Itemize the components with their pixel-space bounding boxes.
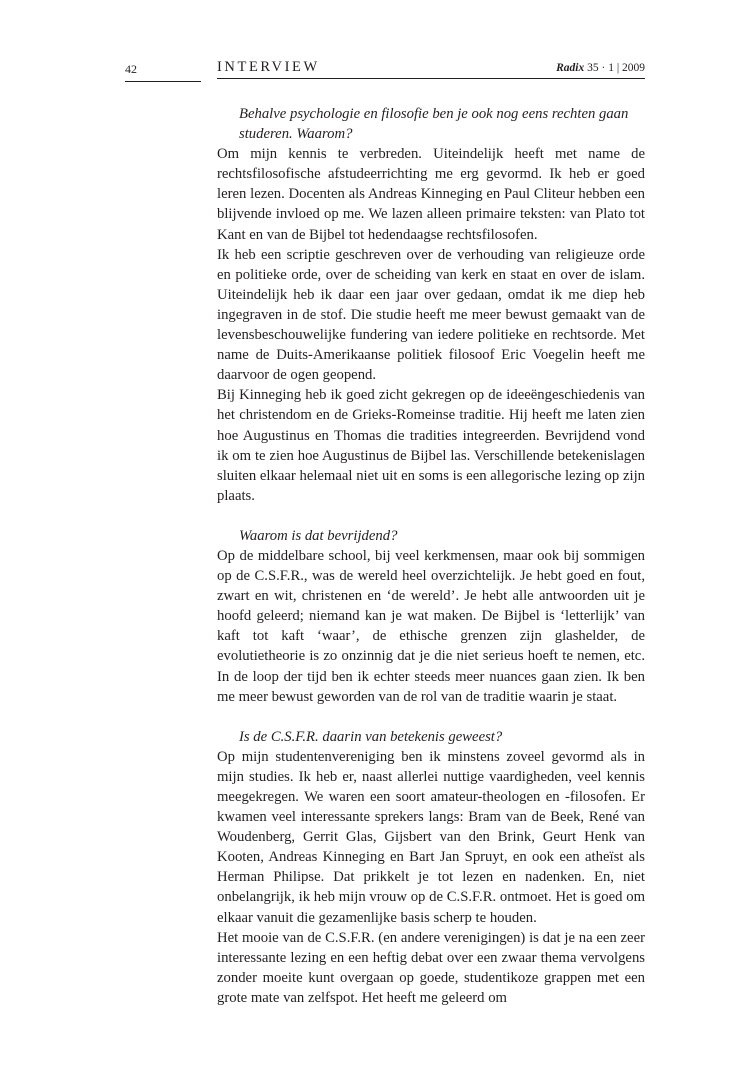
paragraph-spacer <box>217 707 645 727</box>
journal-citation <box>556 62 645 74</box>
article-body <box>217 104 645 1008</box>
answer-paragraph: Het mooie van de C.S.F.R. (en andere verenigingen) is dat je na een zeer interessante lezing en een heftig debat over een zwaar thema vervolgens zonder moeite kunt overgaan op goede, studentikoze grappen met een grote mate van zelfspot. Het heeft me geleerd om <box>217 929 645 1006</box>
section-title: INTERVIEW <box>217 59 320 75</box>
interview-question: Behalve psychologie en filosofie ben je ook nog eens rechten gaan studeren. Waarom? <box>239 106 629 143</box>
journal-issue: 35 · 1 | 2009 <box>587 62 645 74</box>
page-number: 42 <box>125 62 201 82</box>
journal-name: Radix <box>556 62 585 74</box>
answer-paragraph: Op de middelbare school, bij veel kerkmensen, maar ook bij sommigen op de C.S.F.R., was de wereld heel overzichtelijk. Je hebt goed en fout, zwart en wit, christenen en ‘de wereld’. Je hebt alle antwoorden uit je hoofd geleerd; niemand kan je wat maken. De Bijbel is ‘letterlijk’ van kaft tot kaft ‘waar’, de ethische grenzen zijn glashelder, de evolutietheorie is zo onzinnig dat je die niet serieus hoeft te nemen, etc. In de loop der tijd ben ik echter steeds meer nuances gaan zien. Ik ben me meer bewust geworden van de rol van de traditie waarin je staat. <box>217 547 645 705</box>
running-header <box>217 58 645 79</box>
answer-paragraph: Op mijn studentenvereniging ben ik minstens zoveel gevormd als in mijn studies. Ik heb er, naast allerlei nuttige vaardigheden, veel kennis meegekregen. We waren een soort amateur-theologen en -filosofen. Er kwamen veel interessante sprekers langs: Bram van de Beek, René van Woudenberg, Gerrit Glas, Gijsbert van den Brink, Geurt Henk van Kooten, Andreas Kinneging en Bart Jan Spruyt, en ook een atheïst als Herman Philipse. Dat prikkelt je tot lezen en nadenken. En, niet onbelangrijk, ik heb mijn vrouw op de C.S.F.R. ontmoet. Het is goed om elkaar vanuit die gezamenlijke basis scherp te houden. <box>217 748 645 926</box>
answer-paragraph: Ik heb een scriptie geschreven over de verhouding van religieuze orde en politieke orde, over de scheiding van kerk en staat en over de islam. Uiteindelijk heb ik daar een jaar over gedaan, omdat ik me diep heb ingegraven in de stof. Die studie heeft me meer bewust gemaakt van de levensbeschouwelijke fundering van iedere politieke en rechtsorde. Met name de Duits-Amerikaanse politiek filosoof Eric Voegelin heeft me daarvoor de ogen geopend. <box>217 246 645 384</box>
paragraph-spacer <box>217 506 645 526</box>
interview-question: Waarom is dat bevrijdend? <box>239 527 398 544</box>
interview-question: Is de C.S.F.R. daarin van betekenis geweest? <box>239 728 503 745</box>
answer-paragraph: Om mijn kennis te verbreden. Uiteindelijk heeft met name de rechtsfilosofische afstudeerrichting me erg gevormd. Ik heb er goed leren lezen. Docenten als Andreas Kinneging en Paul Cliteur hebben een blijvende invloed op me. We lazen alleen primaire teksten: van Plato tot Kant en van de Bijbel tot hedendaagse rechtsfilosofen. <box>217 146 645 243</box>
answer-paragraph: Bij Kinneging heb ik goed zicht gekregen op de ideeëngeschiedenis van het christendom en de Grieks-Romeinse traditie. Hij heeft me laten zien hoe Augustinus en Thomas die tradities integreerden. Bevrijdend vond ik om te zien hoe Augustinus de Bijbel las. Verschillende betekenislagen sluiten elkaar helemaal niet uit en soms is een allegorische lezing op zijn plaats. <box>217 387 645 504</box>
